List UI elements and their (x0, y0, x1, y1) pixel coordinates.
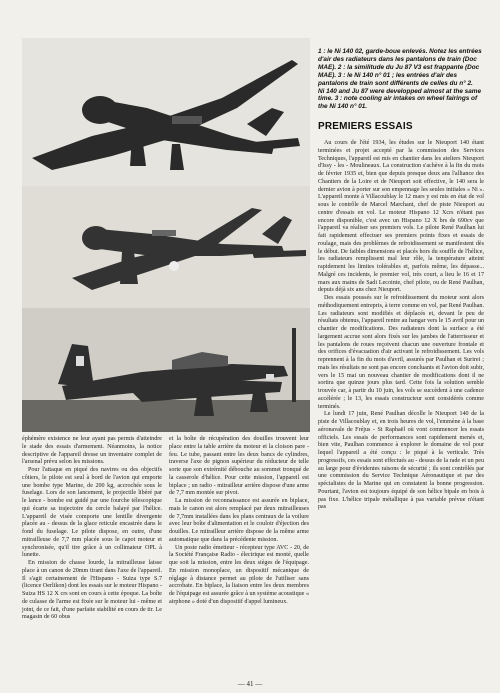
section-title: PREMIERS ESSAIS (318, 121, 413, 132)
paragraph: Le lundi 17 juin, René Paulhan décolle le Nieuport 140 de la piste de Villacoublay et, en trois heures de vol, l'emmène à la base aéronavale de Fréjus - St Raphaël où vont commencer les essais officiels. Les essais de performances sont rapidement menés et, bien vite, Paulhan commence à explorer le domaine de vol pour lequel l'appareil a été conçu : le piqué à la verticale. Très progressifs, ces essais sont effectués au - dessus de la rade et un peu au large pour d'évidentes raisons de sécurité ; ils sont contrôlés par une commission du Service Technique Aéronautique et par des spécialistes de la Marine qui en constatent la bonne progression. Pourtant, l'avion est toujours équipé de son hélice bipale en bois à pas fixe. L'hélice tripale métallique à pas variable prévue n'étant pas (318, 411, 484, 511)
right-column-text (318, 140, 484, 512)
paragraph: En mission de chasse lourde, la mitrailleuse laisse place à un canon de 20mm tirant dans l'axe de l'appareil. Il s'agit certainement de l'Hispano - Suiza type S.7 (licence Oerlikon) dont les essais sur le moteur Hispano - Suiza HS 12 X crs sont en cours à cette époque. La boîte de culasse de l'arme est fixée sur le moteur lui - même et joint, de ce fait, d'une parfaite stabilité en cours de tir. Le magasin de 60 obus (22, 560, 162, 621)
aircraft-photo-3 (22, 308, 310, 432)
photo-caption (318, 48, 484, 111)
paragraph: Un poste radio émetteur - récepteur type AVC - 20, de la Société Française Radio - électrique est monté, quelle que soit la mission, entre les deux sièges de l'équipage. En mission monoplace, un dispositif mécanique de réglage à distance permet au pilote de l'utiliser sans accrobate. En biplace, la liaison entre les deux membres de l'équipage est assurée grâce à un système acoustique « airphone » doté d'un dispositif d'appel lumineux. (169, 544, 309, 605)
caption-english: Ni 140 and Ju 87 were developped almost at the same time. 3 : note cooling air intakes on wheel fairings of the Ni 140 n° 01. (318, 87, 482, 111)
caption-french: 1 : le Ni 140 02, garde-boue enlevés. Notez les entrées d'air des radiateurs dans les pantalons de train (Doc MAE). 2 : la similitude du Ju 87 V3 est frappante (Doc MAE). 3 : le Ni 140 n° 01 ; les entrées d'air des pantalons de train sont différents de celles du n° 2. (318, 48, 482, 87)
paragraph: Au cours de l'été 1934, les études sur le Nieuport 140 étant terminées et projet accepté par la commission des Services Techniques, l'appareil est mis en chantier dans les ateliers Nieuport d'Issy - les - Moulineaux. La construction s'achève à la fin du mois de février 1935 et, bien que depuis presque deux ans l'alliance des Chantiers de la Loire et de Nieuport soit effective, le 140 sera le dernier avion à porter sur son empennage les seules initiales « Ni ». L'appareil monte à Villacoublay le 12 mars y est mis en état de vol sous le contrôle de Marcel Marchant, chef de piste Nieuport au centre d'essais en vol. Le moteur Hispano 12 Xcrs n'étant pas encore disponible, c'est avec un Hispano 12 X brs de 690cv que l'appareil va réaliser ses premiers vols. Le pilote René Paulhan lui fait rapidement effectuer ses premiers points fixes et essais de roulage, mais des problèmes de refroidissement se manifestent dès le début. De faibles dimensions et placés hors du souffle de l'hélice, les radiateurs remplissent mal leur rôle, la température atteint rapidement les limites tolérables et, parfois même, les dépasse... Malgré ces incidents, le premier vol, très court, a lieu le 16 et 17 mars aux mains de Sadi Lecointe, chef pilote, ou de René Paulhan, depuis déjà six ans chez Nieuport. (318, 140, 484, 294)
paragraph: éphémère existence ne leur ayant pas permis d'atteindre le stade des essais d'armement. Néanmoins, la notice descriptive de l'appareil dresse un inventaire complet de l'arsenal prévu selon les missions. (22, 436, 162, 466)
middle-column-text (169, 436, 309, 607)
paragraph: La mission de reconnaissance est assurée en biplace, mais le canon est alors remplacé par deux mitrailleuses de 7,7mm installées dans les plans centraux de la voilure avec leur boîte d'alimentation et le couloir d'éjection des douilles. Le mitrailleur arrière dispose de la même arme automatique que dans la précédente mission. (169, 498, 309, 543)
paragraph: et la boîte de récupération des douilles trouvent leur place entre la table arrière du moteur et la cloison pare - feu. Le tube, passant entre les deux bancs de cylindres, traverse l'axe de pignon supérieur du réducteur de telle sorte que son extrémité débouche au sommet tronqué de la casserole d'hélice. Pour cette mission, l'appareil est biplace ; un radio - mitrailleur arrière dispose d'une arme de 7,7 mm montée sur pivot. (169, 436, 309, 497)
page-number: — 41 — (237, 680, 263, 688)
paragraph: Des essais poussés sur le refroidissement du moteur sont alors méthodiquement entrepris, à terre comme en vol, par René Paulhan. Les radiateurs sont modifiés et déplacés et, devant le peu de résultats obtenus, l'appareil rentre au hangar vers le 15 avril pour un chantier de modifications. Des radiateurs dont la surface a été largement accrue sont alors fixés sur les jambes de l'atterrisseur et les pantalons de roues reçoivent chacun une ouverture frontale et des orifices d'évacuation d'air activant le refroidissement. Les vols reprennent à la fin du mois d'avril, assurés par Paulhan et Surirei ; mais les résultats ne sont pas encore concluants et l'avion doit subir, vers le 15 mai un nouveau chantier de modifications dont il ne sortira que quinze jours plus tard. Cette fois la solution semble trouvée car, à partir du 10 juin, les vols se succèdent à une cadence accélérée ; le 13, les essais constructeur sont considérés comme terminés. (318, 295, 484, 410)
paragraph: Pour l'attaque en piqué des navires ou des objectifs côtiers, le pilote est seul à bord de l'avion qui emporte une bombe type Marine, de 200 kg, accrochée sous le fuselage. Lors de son lancement, le projectile libéré par le lance - bombe est guidé par une fourche télescopique qui écarte sa trajectoire du cercle balayé par l'hélice. L'appareil de visée comporte une lentille divergente placée au - dessus de la glace reticule encastrée dans le fond du fuselage. Le pilote dispose, en outre, d'une mitrailleuse de 7,7 mm placée sous le capot moteur et synchronisée, qu'il tire grâce à un collimateur OPL à lunette. (22, 467, 162, 559)
aircraft-photo-1 (22, 38, 310, 186)
left-column-text (22, 436, 162, 622)
aircraft-photo-2 (22, 186, 310, 308)
